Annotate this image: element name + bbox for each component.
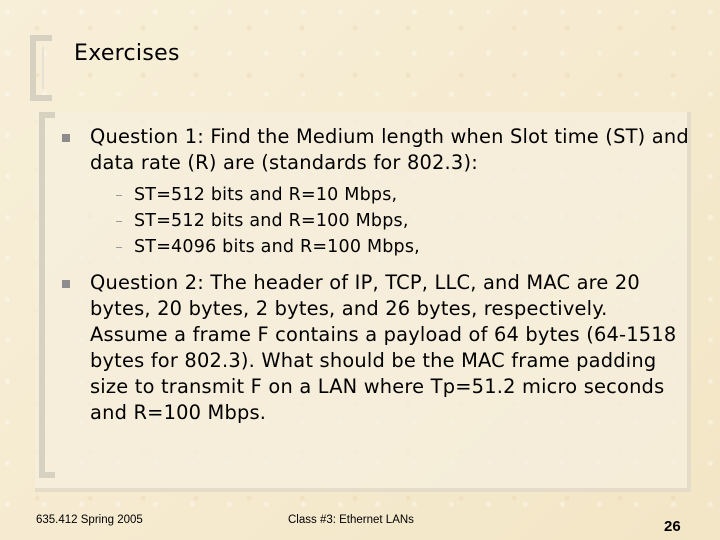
sub-item-2: ST=512 bits and R=100 Mbps,: [134, 211, 409, 231]
dash-icon: [116, 247, 122, 248]
page-number: 26: [664, 518, 681, 535]
footer-course: 635.412 Spring 2005: [36, 514, 143, 526]
sub-item-1: ST=512 bits and R=10 Mbps,: [134, 185, 398, 205]
title-decoration: [30, 35, 52, 101]
bullet-icon: [62, 134, 70, 142]
content-decoration: [39, 112, 55, 478]
slide-title: Exercises: [74, 41, 180, 66]
dash-icon: [116, 195, 122, 196]
dash-icon: [116, 221, 122, 222]
footer-class-title: Class #3: Ethernet LANs: [288, 514, 414, 526]
question-2: Question 2: The header of IP, TCP, LLC, and MAC are 20 bytes, 20 bytes, 2 bytes, and 26 bytes, respectively. Assume a frame F contains a payload of 64 bytes (64-1518 bytes for 802.3). What should be the MAC frame padding size to transmit F on a LAN where Tp=51.2 micro seconds and R=100 Mbps.: [90, 271, 677, 424]
question-1: Question 1: Find the Medium length when Slot time (ST) and data rate (R) are (standards for 802.3):: [90, 125, 689, 174]
bullet-icon: [62, 280, 70, 288]
sub-item-3: ST=4096 bits and R=100 Mbps,: [134, 237, 420, 257]
